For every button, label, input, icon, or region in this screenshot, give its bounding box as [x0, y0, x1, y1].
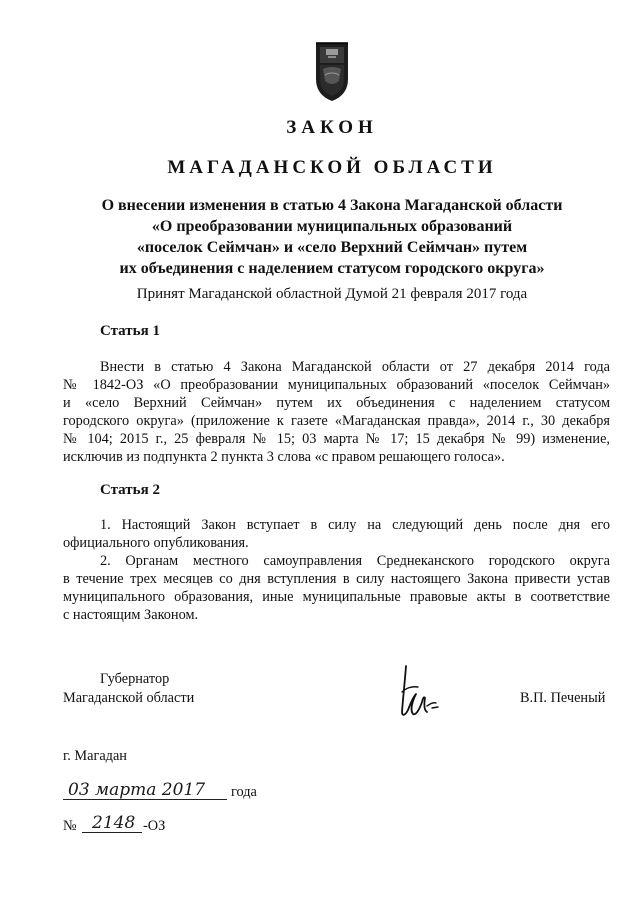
article-1-text-line: исключив из подпункта 2 пункта 3 слова «с правом решающего голоса».	[63, 449, 505, 465]
number-prefix: №	[63, 818, 77, 834]
signatory-position-line: Магаданской области	[63, 690, 195, 706]
law-heading-line: «поселок Сеймчан» и «село Верхний Сеймчан» путем	[136, 239, 528, 256]
article-2-text-line: муниципального образования, иные муниципальные правовые акты в соответствие	[63, 589, 610, 605]
law-heading-line: «О преобразовании муниципальных образований	[151, 218, 513, 235]
signatory-position-line: Губернатор	[100, 671, 170, 687]
signatory-name: В.П. Печеный	[520, 690, 606, 706]
article-2-text-line: с настоящим Законом.	[63, 607, 199, 623]
article-2-text-line: 1. Настоящий Закон вступает в силу на следующий день после дня его	[100, 517, 610, 533]
article-1-text-line: № 1842-ОЗ «О преобразовании муниципальных образований «поселок Сеймчан»	[63, 377, 610, 393]
adoption-statement: Принят Магаданской областной Думой 21 февраля 2017 года	[136, 286, 528, 302]
law-title: ЗАКОН	[286, 117, 378, 138]
article-2-text-line: официального опубликования.	[63, 535, 249, 551]
article-1-text-line: № 104; 2015 г., 25 февраля № 15; 03 марта № 17; 15 декабря № 99) изменение,	[63, 431, 610, 447]
handwritten-signature	[396, 662, 448, 724]
article-2-text-line: 2. Органам местного самоуправления Среднеканского городского округа	[100, 553, 610, 569]
region-title: МАГАДАНСКОЙ ОБЛАСТИ	[167, 157, 497, 178]
article-2-text-line: в течение трех месяцев со дня вступления в силу настоящего Закона привести устав	[63, 571, 610, 587]
article-1-text-line: городского округа» (приложение к газете «Магаданская правда», 2014 г., 30 декабря	[63, 413, 610, 429]
coat-of-arms-emblem	[312, 41, 352, 103]
number-suffix: -ОЗ	[143, 818, 166, 834]
article-1-text-line: и «село Верхний Сеймчан» путем их объединения с наделением статусом	[63, 395, 610, 411]
article-1-text-line: Внести в статью 4 Закона Магаданской области от 27 декабря 2014 года	[100, 359, 610, 375]
number-underline	[82, 832, 142, 833]
date-underline	[63, 799, 227, 800]
article-1-title: Статья 1	[100, 323, 160, 339]
article-2-title: Статья 2	[100, 482, 160, 498]
handwritten-law-number: 2148	[92, 813, 136, 833]
law-heading-line: О внесении изменения в статью 4 Закона Магаданской области	[101, 197, 563, 214]
law-heading-line: их объединения с наделением статусом городского округа»	[119, 260, 545, 277]
city-name: г. Магадан	[63, 748, 127, 764]
handwritten-date: 03 марта 2017	[68, 780, 206, 800]
date-suffix: года	[231, 784, 257, 800]
